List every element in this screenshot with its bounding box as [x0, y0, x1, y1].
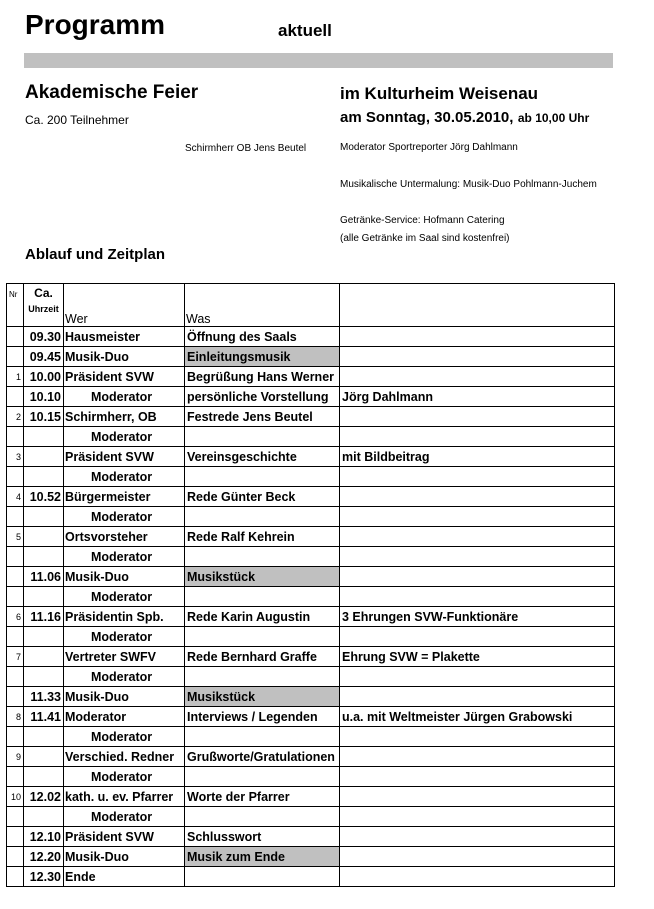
row-number	[7, 387, 24, 407]
column-header-time-line1: Ca.	[34, 286, 53, 300]
row-number	[7, 667, 24, 687]
moderator-info: Moderator Sportreporter Jörg Dahlmann	[340, 142, 518, 153]
row-time	[24, 647, 64, 667]
row-number	[7, 547, 24, 567]
schedule-row	[7, 407, 615, 427]
row-was	[185, 767, 340, 787]
row-wer: Musik-Duo	[64, 347, 185, 367]
schedule-heading: Ablauf und Zeitplan	[25, 246, 165, 263]
schedule-row	[7, 587, 615, 607]
row-note	[340, 407, 615, 427]
row-note	[340, 527, 615, 547]
row-note: 3 Ehrungen SVW-Funktionäre	[340, 607, 615, 627]
row-was	[185, 727, 340, 747]
row-note: Jörg Dahlmann	[340, 387, 615, 407]
row-note: Ehrung SVW = Plakette	[340, 647, 615, 667]
row-number	[7, 627, 24, 647]
event-date-line	[340, 109, 589, 127]
event-title: Akademische Feier	[25, 82, 199, 103]
event-date: am Sonntag, 30.05.2010,	[340, 109, 514, 126]
row-was: Rede Günter Beck	[185, 487, 340, 507]
row-was: Festrede Jens Beutel	[185, 407, 340, 427]
schedule-row	[7, 627, 615, 647]
schedule-table	[6, 283, 615, 887]
row-time: 12.02	[24, 787, 64, 807]
row-wer: Moderator	[64, 807, 185, 827]
music-info: Musikalische Untermalung: Musik-Duo Pohlmann-Juchem	[340, 179, 597, 190]
row-note	[340, 467, 615, 487]
row-was	[185, 547, 340, 567]
row-number: 9	[7, 747, 24, 767]
row-note	[340, 487, 615, 507]
schedule-row	[7, 667, 615, 687]
row-time	[24, 527, 64, 547]
row-number: 7	[7, 647, 24, 667]
row-note	[340, 587, 615, 607]
schedule-row	[7, 327, 615, 347]
row-was: Musik zum Ende	[185, 847, 340, 867]
event-location: im Kulturheim Weisenau	[340, 84, 539, 103]
row-number	[7, 467, 24, 487]
row-number	[7, 427, 24, 447]
participant-count: Ca. 200 Teilnehmer	[25, 113, 129, 127]
schedule-row	[7, 507, 615, 527]
row-number	[7, 807, 24, 827]
row-time: 10.00	[24, 367, 64, 387]
row-wer: Hausmeister	[64, 327, 185, 347]
row-was: Vereinsgeschichte	[185, 447, 340, 467]
row-wer: Ende	[64, 867, 185, 887]
row-wer: Schirmherr, OB	[64, 407, 185, 427]
row-wer: Präsident SVW	[64, 367, 185, 387]
row-wer: Musik-Duo	[64, 847, 185, 867]
row-note	[340, 787, 615, 807]
row-was: Begrüßung Hans Werner	[185, 367, 340, 387]
schedule-row	[7, 707, 615, 727]
schedule-row	[7, 787, 615, 807]
row-was: Rede Bernhard Graffe	[185, 647, 340, 667]
schedule-row	[7, 727, 615, 747]
row-note	[340, 867, 615, 887]
row-time	[24, 467, 64, 487]
row-time	[24, 447, 64, 467]
row-was	[185, 807, 340, 827]
row-wer: Moderator	[64, 727, 185, 747]
row-note	[340, 667, 615, 687]
row-number	[7, 347, 24, 367]
row-number	[7, 767, 24, 787]
row-time: 10.10	[24, 387, 64, 407]
schedule-row	[7, 527, 615, 547]
row-time	[24, 427, 64, 447]
schedule-row	[7, 867, 615, 887]
row-was: Musikstück	[185, 687, 340, 707]
patron-info: Schirmherr OB Jens Beutel	[185, 143, 307, 154]
schedule-row	[7, 607, 615, 627]
row-number: 8	[7, 707, 24, 727]
row-time: 12.30	[24, 867, 64, 887]
column-header-nr: Nr	[7, 284, 24, 327]
schedule-row	[7, 767, 615, 787]
row-was: Interviews / Legenden	[185, 707, 340, 727]
page-subtitle: aktuell	[278, 21, 332, 40]
schedule-row	[7, 427, 615, 447]
page-title: Programm	[25, 9, 166, 40]
schedule-row	[7, 467, 615, 487]
row-wer: Ortsvorsteher	[64, 527, 185, 547]
row-was	[185, 507, 340, 527]
row-wer: Moderator	[64, 587, 185, 607]
row-note	[340, 567, 615, 587]
row-was: Worte der Pfarrer	[185, 787, 340, 807]
row-time: 10.15	[24, 407, 64, 427]
row-number: 6	[7, 607, 24, 627]
row-time	[24, 747, 64, 767]
row-wer: Moderator	[64, 767, 185, 787]
row-was: Einleitungsmusik	[185, 347, 340, 367]
row-time: 09.30	[24, 327, 64, 347]
row-time: 11.06	[24, 567, 64, 587]
row-time: 09.45	[24, 347, 64, 367]
row-number	[7, 587, 24, 607]
row-note	[340, 347, 615, 367]
row-time	[24, 807, 64, 827]
row-was: persönliche Vorstellung	[185, 387, 340, 407]
row-wer: Moderator	[64, 547, 185, 567]
row-number: 4	[7, 487, 24, 507]
row-was: Schlusswort	[185, 827, 340, 847]
row-note	[340, 627, 615, 647]
row-time: 10.52	[24, 487, 64, 507]
row-time: 12.20	[24, 847, 64, 867]
row-note	[340, 327, 615, 347]
schedule-row	[7, 547, 615, 567]
row-time: 12.10	[24, 827, 64, 847]
row-note	[340, 747, 615, 767]
row-was	[185, 587, 340, 607]
row-wer: kath. u. ev. Pfarrer	[64, 787, 185, 807]
row-note	[340, 847, 615, 867]
row-was: Musikstück	[185, 567, 340, 587]
row-number: 2	[7, 407, 24, 427]
row-note	[340, 367, 615, 387]
row-time	[24, 667, 64, 687]
row-number	[7, 867, 24, 887]
event-start-time: ab 10,00 Uhr	[517, 111, 590, 125]
row-number	[7, 507, 24, 527]
row-number	[7, 327, 24, 347]
schedule-row	[7, 347, 615, 367]
row-note	[340, 807, 615, 827]
row-time	[24, 767, 64, 787]
row-wer: Vertreter SWFV	[64, 647, 185, 667]
row-wer: Moderator	[64, 707, 185, 727]
row-wer: Moderator	[64, 627, 185, 647]
row-note	[340, 547, 615, 567]
row-number: 1	[7, 367, 24, 387]
row-wer: Präsidentin Spb.	[64, 607, 185, 627]
schedule-row	[7, 447, 615, 467]
row-wer: Musik-Duo	[64, 687, 185, 707]
row-was: Rede Ralf Kehrein	[185, 527, 340, 547]
schedule-row	[7, 387, 615, 407]
column-header-note	[340, 284, 615, 327]
row-number: 3	[7, 447, 24, 467]
row-wer: Bürgermeister	[64, 487, 185, 507]
row-was: Öffnung des Saals	[185, 327, 340, 347]
row-note	[340, 727, 615, 747]
row-note	[340, 767, 615, 787]
row-number: 10	[7, 787, 24, 807]
row-was: Rede Karin Augustin	[185, 607, 340, 627]
row-note	[340, 427, 615, 447]
row-was	[185, 667, 340, 687]
column-header-was: Was	[185, 284, 340, 327]
row-time	[24, 547, 64, 567]
schedule-header-row	[7, 284, 615, 327]
row-note	[340, 507, 615, 527]
header-divider-bar	[24, 53, 613, 68]
row-wer: Moderator	[64, 467, 185, 487]
row-number	[7, 687, 24, 707]
row-number	[7, 827, 24, 847]
schedule-row	[7, 807, 615, 827]
row-time: 11.16	[24, 607, 64, 627]
row-note	[340, 687, 615, 707]
drinks-info: Getränke-Service: Hofmann Catering	[340, 215, 505, 226]
row-wer: Moderator	[64, 667, 185, 687]
row-number: 5	[7, 527, 24, 547]
row-note: u.a. mit Weltmeister Jürgen Grabowski	[340, 707, 615, 727]
schedule-row	[7, 367, 615, 387]
row-number	[7, 727, 24, 747]
row-was	[185, 867, 340, 887]
row-was	[185, 467, 340, 487]
row-wer: Präsident SVW	[64, 447, 185, 467]
row-note: mit Bildbeitrag	[340, 447, 615, 467]
column-header-time	[24, 284, 64, 327]
row-was	[185, 627, 340, 647]
column-header-time-line2: Uhrzeit	[28, 304, 59, 314]
schedule-row	[7, 827, 615, 847]
row-time	[24, 587, 64, 607]
row-time: 11.41	[24, 707, 64, 727]
schedule-row	[7, 647, 615, 667]
drinks-note: (alle Getränke im Saal sind kostenfrei)	[340, 233, 510, 244]
row-was: Grußworte/Gratulationen	[185, 747, 340, 767]
row-wer: Moderator	[64, 507, 185, 527]
schedule-row	[7, 687, 615, 707]
row-wer: Musik-Duo	[64, 567, 185, 587]
row-time	[24, 507, 64, 527]
row-time: 11.33	[24, 687, 64, 707]
schedule-row	[7, 847, 615, 867]
row-wer: Moderator	[64, 387, 185, 407]
row-time	[24, 727, 64, 747]
row-was	[185, 427, 340, 447]
row-number	[7, 847, 24, 867]
row-wer: Verschied. Redner	[64, 747, 185, 767]
schedule-row	[7, 747, 615, 767]
row-wer: Moderator	[64, 427, 185, 447]
row-wer: Präsident SVW	[64, 827, 185, 847]
row-note	[340, 827, 615, 847]
column-header-wer: Wer	[64, 284, 185, 327]
schedule-row	[7, 567, 615, 587]
row-number	[7, 567, 24, 587]
schedule-row	[7, 487, 615, 507]
row-time	[24, 627, 64, 647]
